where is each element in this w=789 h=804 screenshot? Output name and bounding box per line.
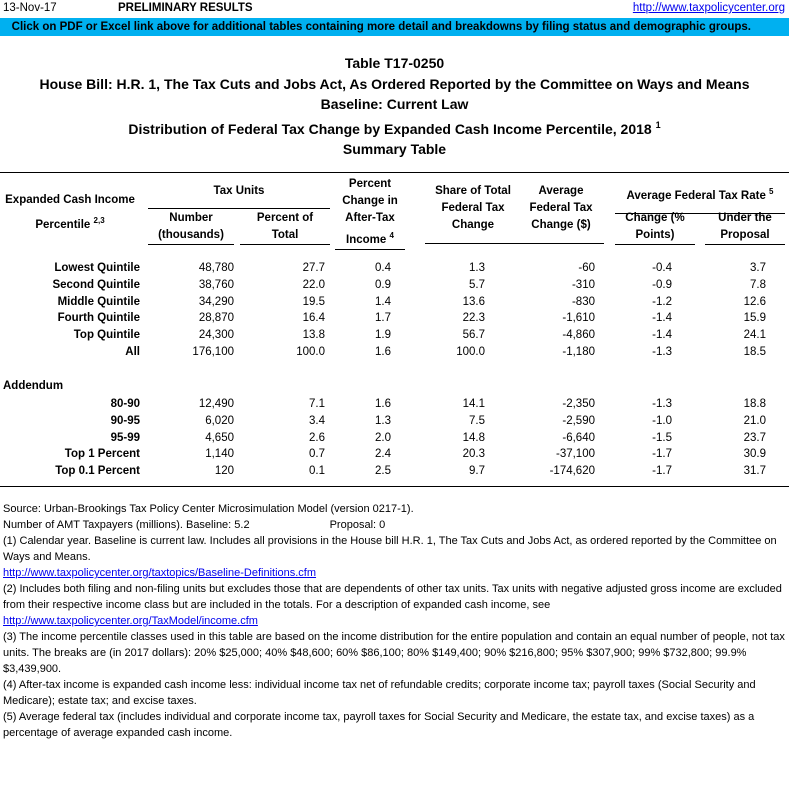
cell-share: 20.3 — [462, 448, 485, 461]
cell-pct-total: 16.4 — [302, 312, 325, 325]
cell-share: 5.7 — [469, 278, 485, 291]
header-pct-change-income: Percent Change in After-Tax Income $^4$ — [335, 176, 405, 250]
cell-rate-under: 18.8 — [743, 398, 766, 410]
footnote-4: (4) After-tax income is expanded cash income less: individual income tax net of refundable credits; corporate income tax; payroll taxes (Social Security and Medicare); estate tax; and excise taxes. — [3, 679, 756, 707]
cell-pct-change: 1.9 — [375, 329, 391, 342]
cell-pct-total: 7.1 — [309, 398, 325, 410]
cell-number: 48,780 — [198, 262, 234, 274]
header-percent-total: Percent of Total — [240, 210, 330, 245]
cell-rate-under: 18.5 — [743, 346, 766, 358]
cell-pct-change: 0.4 — [375, 262, 391, 274]
cell-rate-change: -1.3 — [652, 398, 672, 410]
cell-number: 34,290 — [198, 295, 234, 308]
cell-rate-change: -1.4 — [652, 329, 672, 342]
row-label: Top Quintile — [73, 329, 140, 342]
footnote-2: (2) Includes both filing and non-filing units but excludes those that are dependents of other tax units. Tax units with negative adjusted gross income are excluded from their respective income class but are included in the totals. For a description of expanded cash income, see — [3, 583, 782, 611]
row-label: Lowest Quintile — [54, 262, 140, 274]
cell-number: 24,300 — [198, 329, 234, 342]
cell-share: 14.8 — [462, 431, 485, 444]
row-label: Middle Quintile — [57, 295, 140, 308]
cell-pct-change: 2.0 — [375, 431, 391, 444]
cell-rate-change: -1.7 — [652, 448, 672, 461]
cell-number: 38,760 — [198, 278, 234, 291]
cell-number: 120 — [214, 465, 234, 478]
cell-pct-change: 2.5 — [375, 465, 391, 478]
cell-pct-change: 0.9 — [375, 278, 391, 291]
cell-rate-under: 12.6 — [743, 295, 766, 308]
table-titles — [0, 53, 789, 160]
footnote-1: (1) Calendar year. Baseline is current law. Includes all provisions in the House bill H.R. 1, The Tax Cuts and Jobs Act, as ordered reported by the Committee on Ways and Means. — [3, 535, 777, 563]
cell-share: 9.7 — [469, 465, 485, 478]
footnote-ref: 1 — [655, 119, 661, 130]
cell-number: 12,490 — [198, 398, 234, 410]
cell-rate-under: 21.0 — [743, 414, 766, 427]
cell-pct-total: 0.1 — [309, 465, 325, 478]
row-label: Top 0.1 Percent — [55, 465, 140, 478]
cell-rate-change: -0.4 — [652, 262, 672, 274]
row-label: Top 1 Percent — [64, 448, 140, 461]
cell-share: 56.7 — [462, 329, 485, 342]
banner-text: Click on PDF or Excel link above for additional tables containing more detail and breakdowns by filing status and demographic groups. — [11, 21, 751, 33]
summary-title: Summary Table — [342, 141, 447, 158]
cell-avg: -37,100 — [555, 448, 595, 461]
cell-rate-change: -1.5 — [652, 431, 672, 444]
footnote-3: (3) The income percentile classes used in this table are based on the income distribution for the entire population and contain an equal number of people, not tax units. The breaks are (in 2017 dollars): 20% $25,000; 40% $48,600; 60% $86,100; 80% $149,400; 90% $216,800; 95% $307,900; 99% $732,800; 99.9% $3,439,900. — [3, 631, 785, 675]
income-definition-link[interactable]: http://www.taxpolicycenter.org/TaxModel/income.cfm — [3, 615, 258, 627]
cell-rate-change: -1.2 — [652, 295, 672, 308]
header-number: Number (thousands) — [148, 210, 234, 245]
row-label: 90-95 — [110, 414, 140, 427]
cell-avg: -1,610 — [562, 312, 595, 325]
cell-number: 176,100 — [192, 346, 234, 358]
cell-avg: -60 — [578, 262, 595, 274]
cell-pct-change: 1.6 — [375, 346, 391, 358]
cell-pct-total: 100.0 — [296, 346, 325, 358]
cell-pct-total: 22.0 — [302, 278, 325, 291]
cell-pct-total: 2.6 — [309, 431, 325, 444]
baseline-definitions-link[interactable]: http://www.taxpolicycenter.org/taxtopics/Baseline-Definitions.cfm — [3, 567, 317, 579]
cell-share: 1.3 — [469, 262, 485, 274]
row-label: 80-90 — [110, 398, 140, 410]
cell-pct-total: 13.8 — [302, 329, 325, 342]
cell-rate-change: -1.7 — [652, 465, 672, 478]
header-share-change: Share of Total Federal Tax Change — [425, 183, 521, 244]
header-rate-change: Change (% Points) — [615, 210, 695, 245]
cell-avg: -4,860 — [562, 329, 595, 342]
cell-avg: -830 — [571, 295, 595, 308]
table-top-rule — [0, 172, 789, 173]
cell-pct-total: 0.7 — [309, 448, 325, 461]
distribution-title: Distribution of Federal Tax Change by Expanded Cash Income Percentile, 2018 $^1$ — [128, 119, 661, 137]
cell-share: 7.5 — [469, 414, 485, 427]
footnotes — [3, 501, 786, 741]
cell-share: 14.1 — [462, 398, 485, 410]
top-bar — [0, 0, 789, 18]
cell-rate-under: 7.8 — [750, 278, 766, 291]
source-note: Source: Urban-Brookings Tax Policy Center Microsimulation Model (version 0217-1). — [3, 503, 414, 515]
cell-number: 28,870 — [198, 312, 234, 325]
cell-rate-change: -1.3 — [652, 346, 672, 358]
baseline-title: Baseline: Current Law — [320, 96, 469, 113]
cell-pct-total: 19.5 — [302, 295, 325, 308]
cell-pct-change: 1.7 — [375, 312, 391, 325]
bill-title: House Bill: H.R. 1, The Tax Cuts and Jobs Act, As Ordered Reported by the Committee on Ways and Means — [39, 75, 750, 92]
cell-pct-change: 1.4 — [375, 295, 391, 308]
cell-rate-under: 23.7 — [743, 431, 766, 444]
header-tax-units: Tax Units — [148, 183, 330, 209]
tpc-link[interactable]: http://www.taxpolicycenter.org — [632, 2, 785, 14]
cell-avg: -174,620 — [549, 465, 595, 478]
row-label: All — [125, 346, 140, 358]
cell-rate-under: 30.9 — [743, 448, 766, 461]
header-avg-rate: Average Federal Tax Rate $^5$ — [615, 183, 785, 214]
row-label: 95-99 — [110, 431, 140, 444]
row-label: Fourth Quintile — [57, 312, 140, 325]
cell-rate-under: 3.7 — [750, 262, 766, 274]
cell-avg: -6,640 — [562, 431, 595, 444]
cell-avg: -1,180 — [562, 346, 595, 358]
header-rate-under: Under the Proposal — [705, 210, 785, 245]
status-label: PRELIMINARY RESULTS — [118, 2, 253, 14]
cell-avg: -2,590 — [562, 414, 595, 427]
cell-share: 13.6 — [462, 295, 485, 308]
cell-rate-change: -1.4 — [652, 312, 672, 325]
table-bottom-rule — [0, 486, 789, 487]
table-id: Table T17-0250 — [344, 55, 445, 71]
cell-number: 6,020 — [205, 414, 234, 427]
cell-rate-change: -1.0 — [652, 414, 672, 427]
cell-share: 100.0 — [456, 346, 485, 358]
report-date: 13-Nov-17 — [3, 2, 57, 14]
cell-pct-total: 3.4 — [309, 414, 325, 427]
cell-share: 22.3 — [462, 312, 485, 325]
cell-rate-under: 24.1 — [743, 329, 766, 342]
row-label: Second Quintile — [52, 278, 140, 291]
cell-pct-change: 1.6 — [375, 398, 391, 410]
cell-rate-under: 15.9 — [743, 312, 766, 325]
info-banner — [0, 18, 789, 36]
cell-rate-under: 31.7 — [743, 465, 766, 478]
header-percentile: Expanded Cash Income Percentile $^{2,3}$ — [5, 194, 135, 231]
cell-pct-change: 2.4 — [375, 448, 391, 461]
cell-number: 1,140 — [205, 448, 234, 461]
cell-pct-change: 1.3 — [375, 414, 391, 427]
cell-avg: -2,350 — [562, 398, 595, 410]
cell-avg: -310 — [571, 278, 595, 291]
footnote-5: (5) Average federal tax (includes individual and corporate income tax, payroll taxes for Social Security and Medicare, the estate tax, and excise taxes) as a percentage of average expanded cash income. — [3, 711, 755, 739]
cell-rate-change: -0.9 — [652, 278, 672, 291]
cell-pct-total: 27.7 — [302, 262, 325, 274]
addendum-label: Addendum — [3, 380, 64, 392]
cell-number: 4,650 — [205, 431, 234, 444]
amt-note: Number of AMT Taxpayers (millions). Baseline: 5.2 Proposal: 0 — [3, 519, 386, 531]
header-avg-change: Average Federal Tax Change ($) — [518, 183, 604, 244]
